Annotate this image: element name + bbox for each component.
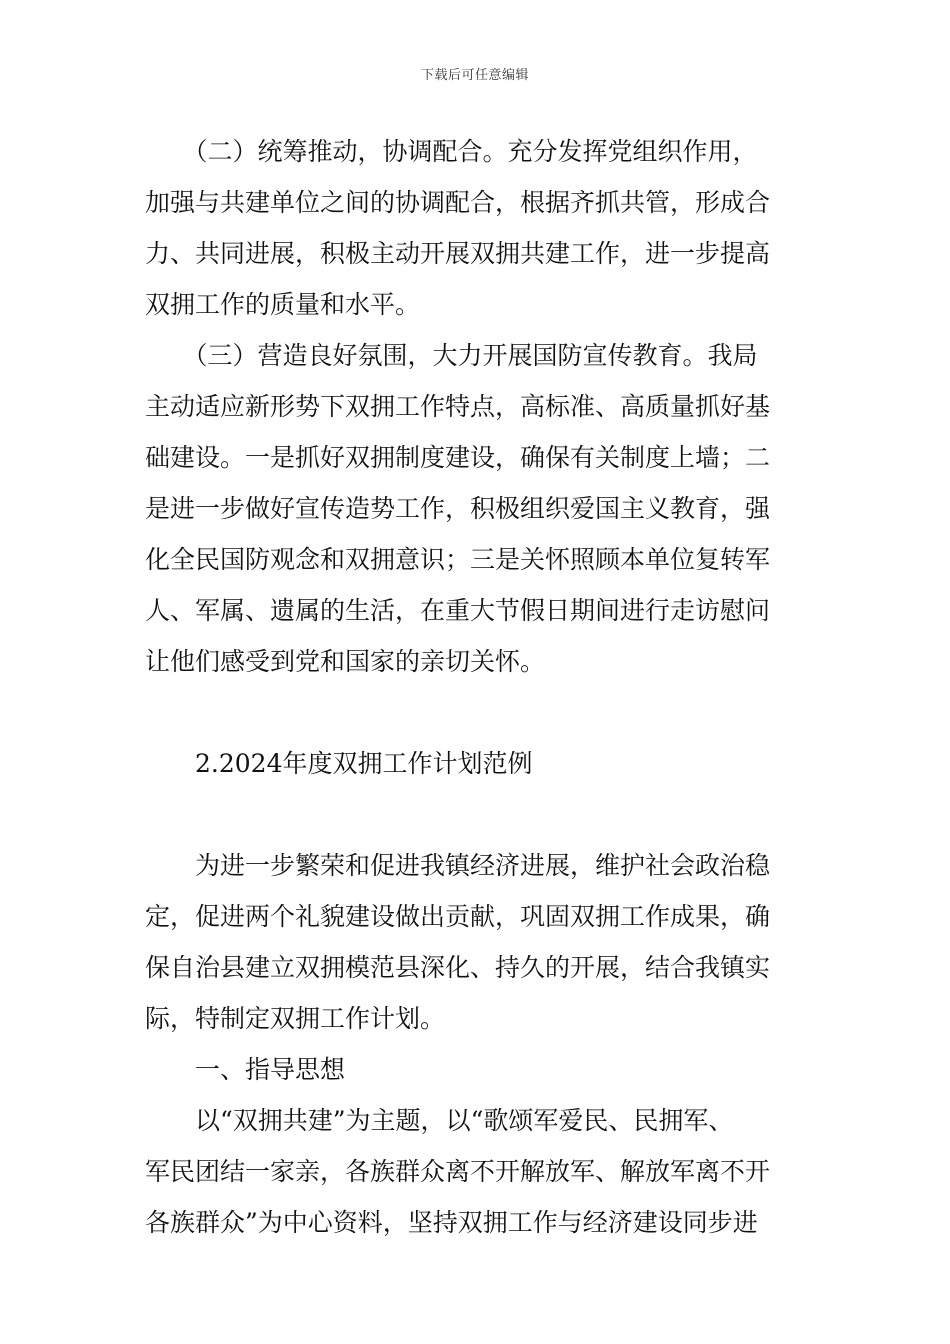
paragraph-line: （三）营造良好氛围，大力开展国防宣传教育。我局: [145, 341, 758, 370]
paragraph-line: 加强与共建单位之间的协调配合，根据齐抓共管，形成合: [145, 188, 771, 217]
paragraph-line: 军民团结一家亲，各族群众离不开解放军、解放军离不开: [145, 1157, 771, 1186]
paragraph-line: 础建设。一是抓好双拥制度建设，确保有关制度上墙；二: [145, 443, 771, 472]
paragraph-line: 人、军属、遗属的生活，在重大节假日期间进行走访慰问: [145, 596, 771, 625]
paragraph-line: 以“双拥共建”为主题，以“歌颂军爱民、民拥军、: [145, 1106, 734, 1135]
paragraph-line: 保自治县建立双拥模范县深化、持久的开展，结合我镇实: [145, 953, 771, 982]
paragraph-line: 双拥工作的质量和水平。: [145, 290, 421, 319]
spacer: [145, 789, 805, 840]
paragraph-line: 力、共同进展，积极主动开展双拥共建工作，进一步提高: [145, 239, 771, 268]
page-header: 下载后可任意编辑: [420, 68, 529, 83]
paragraph-line: 际，特制定双拥工作计划。: [145, 1004, 446, 1033]
paragraph-line: 化全民国防观念和双拥意识；三是关怀照顾本单位复转军: [145, 545, 771, 574]
paragraph-line: 定，促进两个礼貌建设做出贡献，巩固双拥工作成果，确: [145, 902, 771, 931]
subheading-line: 一、指导思想: [145, 1055, 346, 1084]
paragraph-line: 各族群众”为中心资料，坚持双拥工作与经济建设同步进: [145, 1208, 758, 1237]
paragraph-line: 为进一步繁荣和促进我镇经济进展，维护社会政治稳: [145, 851, 771, 880]
paragraph-line: （二）统筹推动，协调配合。充分发挥党组织作用，: [145, 137, 758, 166]
section-heading: 2.2024年度双拥工作计划范例: [195, 749, 533, 778]
document-body: [145, 126, 805, 1248]
paragraph-line: 让他们感受到党和国家的亲切关怀。: [145, 647, 546, 676]
spacer: [145, 687, 805, 738]
paragraph-line: 是进一步做好宣传造势工作，积极组织爱国主义教育，强: [145, 494, 771, 523]
paragraph-line: 主动适应新形势下双拥工作特点，高标准、高质量抓好基: [145, 392, 771, 421]
